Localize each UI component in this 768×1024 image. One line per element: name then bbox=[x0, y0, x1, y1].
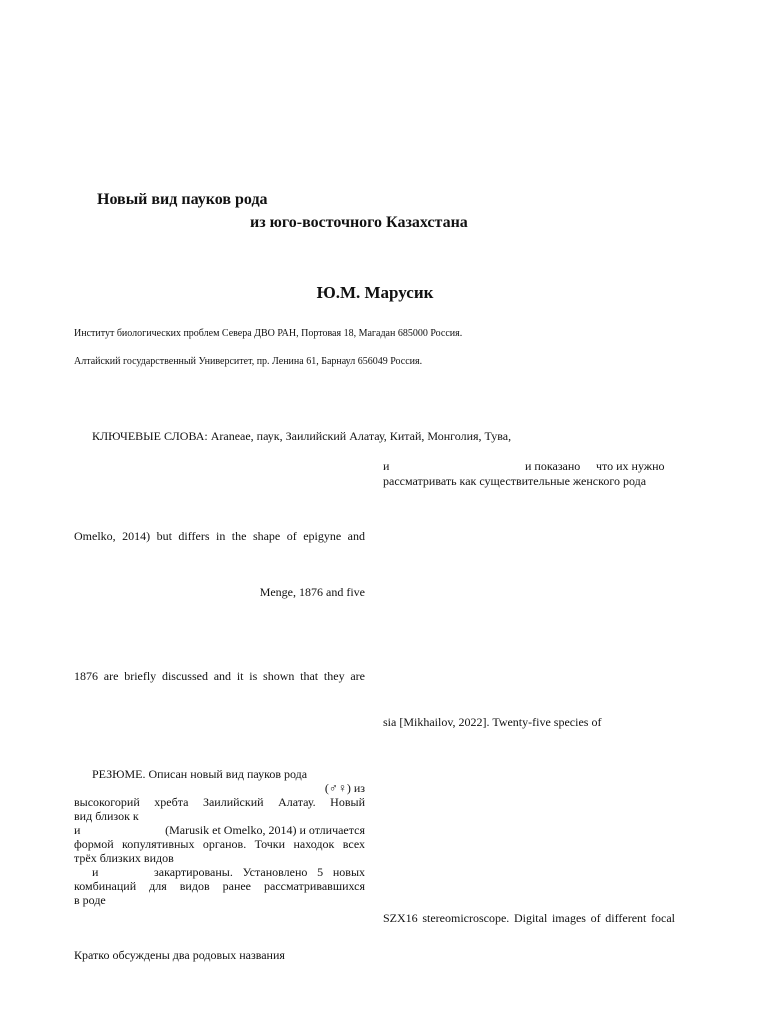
resume-line-7: трёх близких видов bbox=[74, 851, 174, 865]
resume-line-3: высокогорий хребта Заилийский Алатау. Новый bbox=[74, 795, 365, 809]
right-fragment-2: sia [Mikhailov, 2022]. Twenty-five species of bbox=[383, 715, 602, 729]
author: Ю.М. Марусик bbox=[316, 283, 434, 302]
resume-line-2: (♂♀) из bbox=[324, 781, 365, 795]
bottom-line: Кратко обсуждены два родовых названия bbox=[74, 948, 285, 962]
left-fragment-2: Menge, 1876 and five bbox=[259, 585, 365, 599]
resume-line-5-b: (Marusik et Omelko, 2014) и отличается bbox=[165, 823, 365, 837]
right-fragment-1-line-2: рассматривать как существительные женского рода bbox=[383, 474, 647, 488]
resume-line-5-a: и bbox=[74, 823, 81, 837]
right-fragment-1-word-a: и bbox=[383, 459, 390, 473]
resume-line-1: РЕЗЮМЕ. Описан новый вид пауков рода bbox=[92, 767, 308, 781]
resume-line-10: в роде bbox=[74, 893, 106, 907]
right-fragment-3: SZX16 stereomicroscope. Digital images of different focal bbox=[383, 911, 675, 925]
left-fragment-3: 1876 are briefly discussed and it is shown that they are bbox=[74, 669, 365, 683]
keywords: КЛЮЧЕВЫЕ СЛОВА: Araneae, паук, Заилийский Алатау, Китай, Монголия, Тува, bbox=[92, 429, 512, 443]
left-fragment-1: Omelko, 2014) but differs in the shape of epigyne and bbox=[74, 529, 365, 543]
affiliation-1: Институт биологических проблем Севера ДВО РАН, Портовая 18, Магадан 685000 Россия. bbox=[74, 328, 463, 339]
resume-line-9: комбинаций для видов ранее рассматривавшихся bbox=[74, 879, 365, 893]
right-fragment-1-word-b: и показано bbox=[525, 459, 581, 473]
resume-line-8-b: закартированы. Установлено 5 новых bbox=[154, 865, 365, 879]
title-line-2: из юго-восточного Казахстана bbox=[250, 214, 468, 231]
resume-line-4: вид близок к bbox=[74, 809, 139, 823]
title-line-1: Новый вид пауков рода bbox=[97, 191, 268, 208]
resume-line-6: формой копулятивных органов. Точки находок всех bbox=[74, 837, 365, 851]
affiliation-2: Алтайский государственный Университет, пр. Ленина 61, Барнаул 656049 Россия. bbox=[74, 356, 423, 367]
resume-line-8-a: и bbox=[92, 865, 99, 879]
right-fragment-1-word-c: что их нужно bbox=[596, 459, 665, 473]
